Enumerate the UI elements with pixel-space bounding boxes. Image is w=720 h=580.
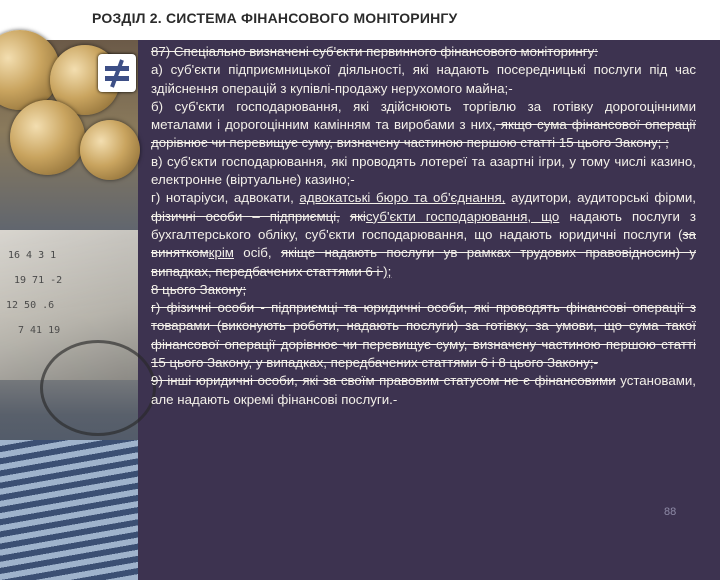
glasses-image [40, 340, 156, 436]
decorative-photo-strip [0, 40, 138, 540]
financial-paper-image: 16 4 3 1 19 71 -2 12 50 .6 7 41 19 [0, 230, 138, 380]
not-equal-sign-icon [98, 54, 136, 92]
item-c: в) суб'єкти господарювання, які проводять лотереї та азартні ігри, у тому числі казино, електронне (віртуальне) казино;- [151, 153, 696, 188]
item-a: а) суб'єкти підприємницької діяльності, які надають посередницькі послуги під час здійснення операцій з купівлі-продажу нерухомого майна;- [151, 62, 696, 96]
item-d: г) нотаріуси, адвокати, адвокатські бюро та об'єднання, аудитори, аудиторські фірми, фізичні особи – підприємці, якісуб'єкти господарювання, що надають послуги з бухгалтерського обліку, суб'єкти господарювання, що надають юридичні послуги (за виняткомкрім осіб, якіще надають послуги ув рамках трудових правовідносин) у випадках, передбачених статтями 6 і ); [151, 190, 696, 279]
slide-body [151, 43, 696, 409]
page-number: 88 [664, 506, 677, 518]
item-g-deleted: г) фізичні особи - підприємці та юридичні особи, які проводять фінансові операції з товарами (виконують роботи, надають послуги) за готівку, за умови, що сума такої фінансової операції дорівнює чи перевищує суму, визначену частиною першою статті 15 цього Закону, у випадках, передбачених статтями 6 і 8 цього Закону;- [151, 300, 696, 371]
slide-title: РОЗДІЛ 2. СИСТЕМА ФІНАНСОВОГО МОНІТОРИНГУ [92, 10, 458, 26]
item-87-heading: 87) Спеціально визначені суб'єкти первинного фінансового моніторингу: [151, 44, 598, 59]
building-image [0, 440, 138, 580]
item-9: 9) інші юридичні особи, які за своїм правовим статусом не є фінансовими установами, але надають окремі фінансові послуги.- [151, 373, 696, 407]
item-b: б) суб'єкти господарювання, які здійснюють торгівлю за готівку дорогоцінними металами і дорогоцінним камінням та виробами з них, якщо сума фінансової операції дорівнює чи перевищує суму, визначену частиною першою статті 15 цього Закону; ; [151, 98, 697, 151]
item-d-end: 8 цього Закону; [151, 281, 247, 297]
